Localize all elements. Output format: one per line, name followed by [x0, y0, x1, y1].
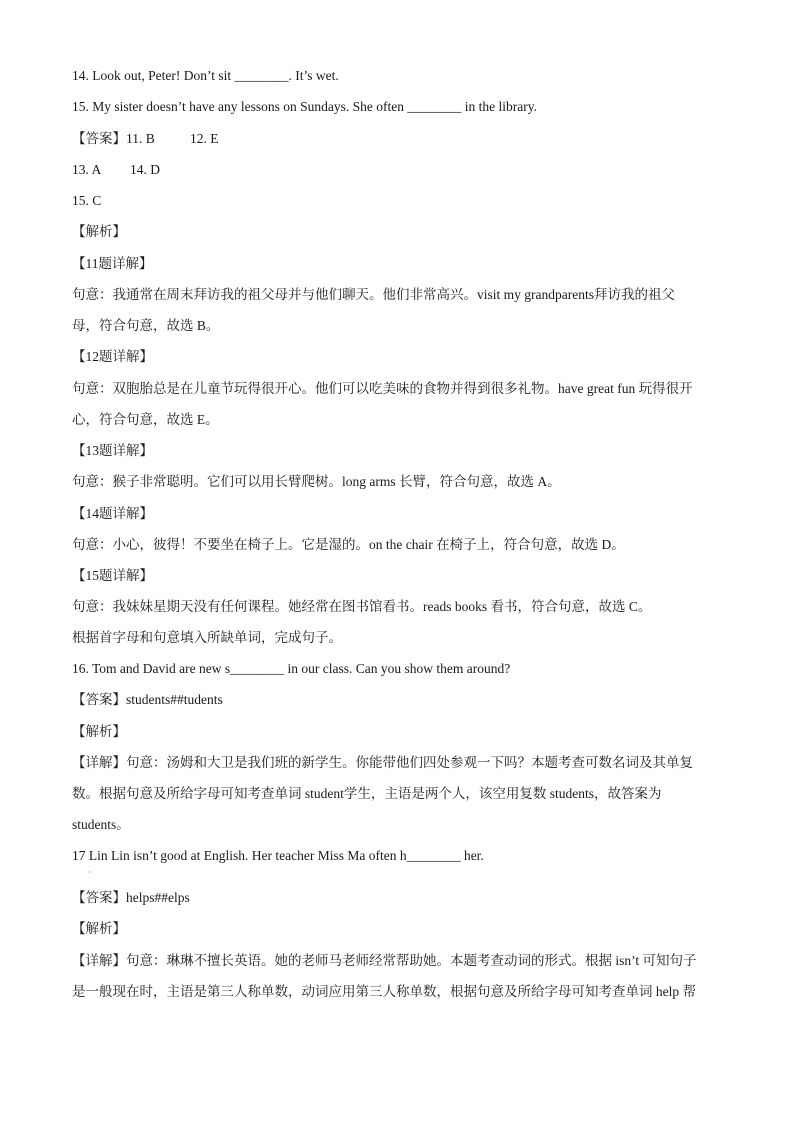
answer-row-2 [72, 161, 732, 179]
analysis-heading: 【解析】 [72, 224, 126, 239]
detail-17-text-2: 是一般现在时，主语是第三人称单数，动词应用第三人称单数，根据句意及所给字母可知考查单词 help 帮 [72, 984, 696, 999]
answer-14: 14. D [130, 162, 160, 177]
analysis-heading-16: 【解析】 [72, 724, 126, 739]
detail-14-title: 【14题详解】 [72, 506, 153, 521]
detail-14-text: 句意：小心，彼得！不要坐在椅子上。它是湿的。on the chair 在椅子上，符合句意，故选 D。 [72, 537, 625, 552]
detail-11-title: 【11题详解】 [72, 256, 153, 271]
question-14: 14. Look out, Peter! Don’t sit ________. It’s wet. [72, 68, 339, 83]
detail-12-text-2: 心，符合句意，故选 E。 [72, 412, 219, 427]
detail-11-text-2: 母，符合句意，故选 B。 [72, 318, 220, 333]
detail-12-title: 【12题详解】 [72, 349, 153, 364]
detail-13-title: 【13题详解】 [72, 443, 153, 458]
question-16: 16. Tom and David are new s________ in our class. Can you show them around? [72, 661, 511, 676]
question-17: 17 Lin Lin isn’t good at English. Her teacher Miss Ma often h________ her. [72, 848, 484, 863]
detail-16-text-3: students。 [72, 817, 130, 832]
section-instruction: 根据首字母和句意填入所缺单词，完成句子。 [72, 630, 342, 645]
detail-15-text: 句意：我妹妹星期天没有任何课程。她经常在图书馆看书。reads books 看书，符合句意，故选 C。 [72, 599, 652, 614]
answer-15: 15. C [72, 193, 102, 208]
answer-row-1 [72, 130, 732, 148]
detail-13-text: 句意：猴子非常聪明。它们可以用长臂爬树。long arms 长臂，符合句意，故选 A。 [72, 474, 561, 489]
detail-11-text-1: 句意：我通常在周末拜访我的祖父母并与他们聊天。他们非常高兴。visit my grandparents拜访我的祖父 [72, 287, 675, 302]
question-17-dot: · [88, 868, 91, 877]
detail-16-text-2: 数。根据句意及所给字母可知考查单词 student学生，主语是两个人，该空用复数 students，故答案为 [72, 786, 662, 801]
answer-16: 【答案】students##tudents [72, 692, 223, 707]
answer-11: 【答案】11. B [72, 131, 155, 146]
detail-17-text-1: 【详解】句意：琳琳不擅长英语。她的老师马老师经常帮助她。本题考查动词的形式。根据 isn’t 可知句子 [72, 953, 697, 968]
question-15: 15. My sister doesn’t have any lessons on Sundays. She often ________ in the library. [72, 99, 537, 114]
answer-12: 12. E [190, 131, 219, 146]
answer-13: 13. A [72, 162, 102, 177]
detail-12-text-1: 句意：双胞胎总是在儿童节玩得很开心。他们可以吃美味的食物并得到很多礼物。have great fun 玩得很开 [72, 381, 693, 396]
detail-15-title: 【15题详解】 [72, 568, 153, 583]
detail-16-text-1: 【详解】句意：汤姆和大卫是我们班的新学生。你能带他们四处参观一下吗？本题考查可数名词及其单复 [72, 755, 693, 770]
analysis-heading-17: 【解析】 [72, 921, 126, 936]
answer-17: 【答案】helps##elps [72, 890, 190, 905]
